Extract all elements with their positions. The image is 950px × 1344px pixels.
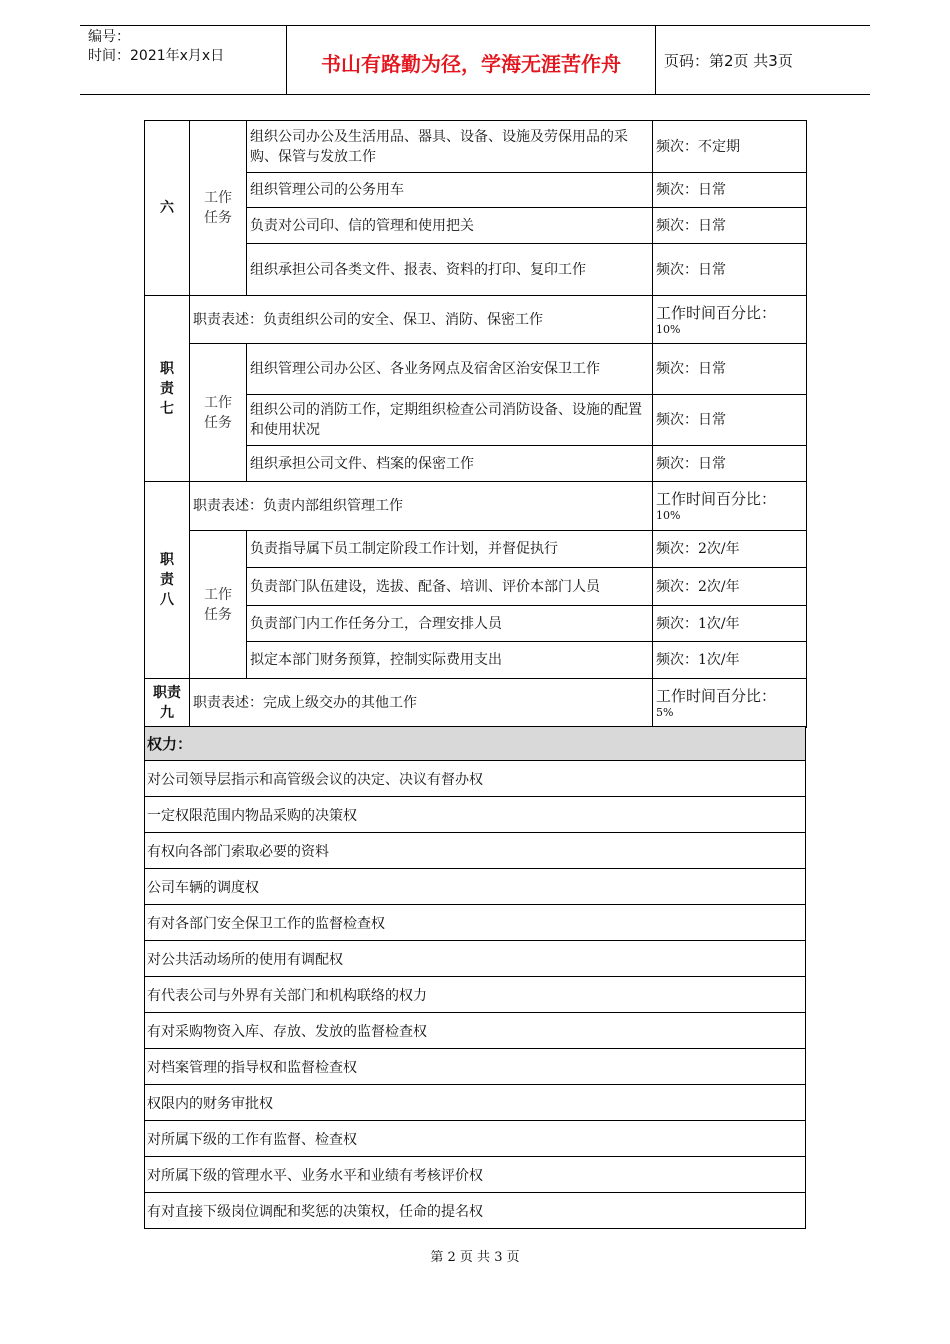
task-frequency: 频次：1次/年	[653, 606, 807, 642]
table-row	[145, 977, 806, 1013]
table-row	[145, 1193, 806, 1229]
table-row	[145, 1085, 806, 1121]
time-percentage-label: 工作时间百分比：	[656, 303, 777, 322]
table-row	[145, 869, 806, 905]
duty-description: 职责表述：完成上级交办的其他工作	[190, 679, 653, 728]
time-percentage-value: 10%	[656, 322, 681, 336]
power-item: 权限内的财务审批权	[145, 1085, 806, 1121]
task-text: 负责部门队伍建设，选拔、配备、培训、评价本部门人员	[247, 568, 653, 606]
duty-label: 职 责 八	[145, 482, 190, 679]
time-label: 时间：2021年x月x日	[88, 48, 225, 64]
page-footer: 第 2 页 共 3 页	[430, 1250, 520, 1265]
power-item: 有对直接下级岗位调配和奖惩的决策权，任命的提名权	[145, 1193, 806, 1229]
power-item: 对公司领导层指示和高管级会议的决定、决议有督办权	[145, 761, 806, 797]
power-table	[144, 726, 806, 1229]
table-row	[145, 482, 807, 531]
power-item: 一定权限范围内物品采购的决策权	[145, 797, 806, 833]
table-row	[145, 1121, 806, 1157]
power-item: 有对采购物资入库、存放、发放的监督检查权	[145, 1013, 806, 1049]
time-percentage-value: 10%	[656, 509, 681, 522]
table-row	[145, 344, 807, 395]
time-percentage-label: 工作时间百分比：	[656, 490, 777, 508]
time-percentage	[653, 482, 807, 531]
task-frequency: 频次：日常	[653, 344, 807, 395]
task-sublabel: 工作 任务	[190, 344, 247, 482]
task-frequency: 频次：日常	[653, 446, 807, 482]
task-text: 组织管理公司的公务用车	[247, 173, 653, 208]
task-text: 负责指导属下员工制定阶段工作计划，并督促执行	[247, 531, 653, 568]
power-item: 对所属下级的工作有监督、检查权	[145, 1121, 806, 1157]
duty-description: 职责表述：负责内部组织管理工作	[190, 482, 653, 531]
duty-label: 职 责 七	[145, 296, 190, 482]
table-row	[145, 679, 807, 728]
header-page-info: 页码：第2页 共3页	[664, 52, 793, 70]
id-label: 编号：	[88, 29, 130, 45]
duty-label: 六	[145, 121, 190, 296]
table-row	[145, 296, 807, 344]
time-percentage-label: 工作时间百分比：	[656, 687, 777, 705]
task-text: 组织公司办公及生活用品、器具、设备、设施及劳保用品的采购、保管与发放工作	[247, 121, 653, 173]
power-item: 有权向各部门索取必要的资料	[145, 833, 806, 869]
time-percentage-value: 5%	[656, 706, 674, 719]
task-frequency: 频次：1次/年	[653, 642, 807, 679]
table-row	[145, 121, 807, 173]
duty-label: 职责 九	[145, 679, 190, 728]
task-frequency: 频次：日常	[653, 395, 807, 446]
duty-description: 职责表述：负责组织公司的安全、保卫、消防、保密工作	[190, 296, 653, 344]
task-text: 组织管理公司办公区、各业务网点及宿舍区治安保卫工作	[247, 344, 653, 395]
task-frequency: 频次：日常	[653, 173, 807, 208]
task-sublabel: 工作 任务	[190, 121, 247, 296]
table-row	[145, 531, 807, 568]
duty-table	[144, 120, 807, 728]
table-row	[145, 797, 806, 833]
task-text: 组织承担公司各类文件、报表、资料的打印、复印工作	[247, 244, 653, 296]
task-frequency: 频次：日常	[653, 244, 807, 296]
task-sublabel: 工作 任务	[190, 531, 247, 679]
header-meta	[88, 28, 278, 66]
table-row	[145, 941, 806, 977]
task-text: 组织承担公司文件、档案的保密工作	[247, 446, 653, 482]
power-heading: 权力：	[145, 727, 806, 761]
task-text: 负责对公司印、信的管理和使用把关	[247, 208, 653, 244]
table-row	[145, 905, 806, 941]
page-header	[80, 25, 870, 95]
power-item: 对档案管理的指导权和监督检查权	[145, 1049, 806, 1085]
table-row	[145, 833, 806, 869]
table-row	[145, 1013, 806, 1049]
header-motto: 书山有路勤为径，学海无涯苦作舟	[321, 52, 621, 76]
task-text: 拟定本部门财务预算，控制实际费用支出	[247, 642, 653, 679]
task-frequency: 频次：不定期	[653, 121, 807, 173]
task-text: 负责部门内工作任务分工，合理安排人员	[247, 606, 653, 642]
task-frequency: 频次：2次/年	[653, 568, 807, 606]
task-frequency: 频次：2次/年	[653, 531, 807, 568]
time-percentage	[653, 679, 807, 728]
table-row	[145, 1049, 806, 1085]
power-item: 公司车辆的调度权	[145, 869, 806, 905]
header-divider	[655, 26, 656, 94]
power-item: 有对各部门安全保卫工作的监督检查权	[145, 905, 806, 941]
time-percentage	[653, 296, 807, 344]
power-item: 对公共活动场所的使用有调配权	[145, 941, 806, 977]
table-row	[145, 727, 806, 761]
table-row	[145, 1157, 806, 1193]
task-text: 组织公司的消防工作，定期组织检查公司消防设备、设施的配置和使用状况	[247, 395, 653, 446]
power-item: 对所属下级的管理水平、业务水平和业绩有考核评价权	[145, 1157, 806, 1193]
table-row	[145, 761, 806, 797]
task-frequency: 频次：日常	[653, 208, 807, 244]
power-item: 有代表公司与外界有关部门和机构联络的权力	[145, 977, 806, 1013]
